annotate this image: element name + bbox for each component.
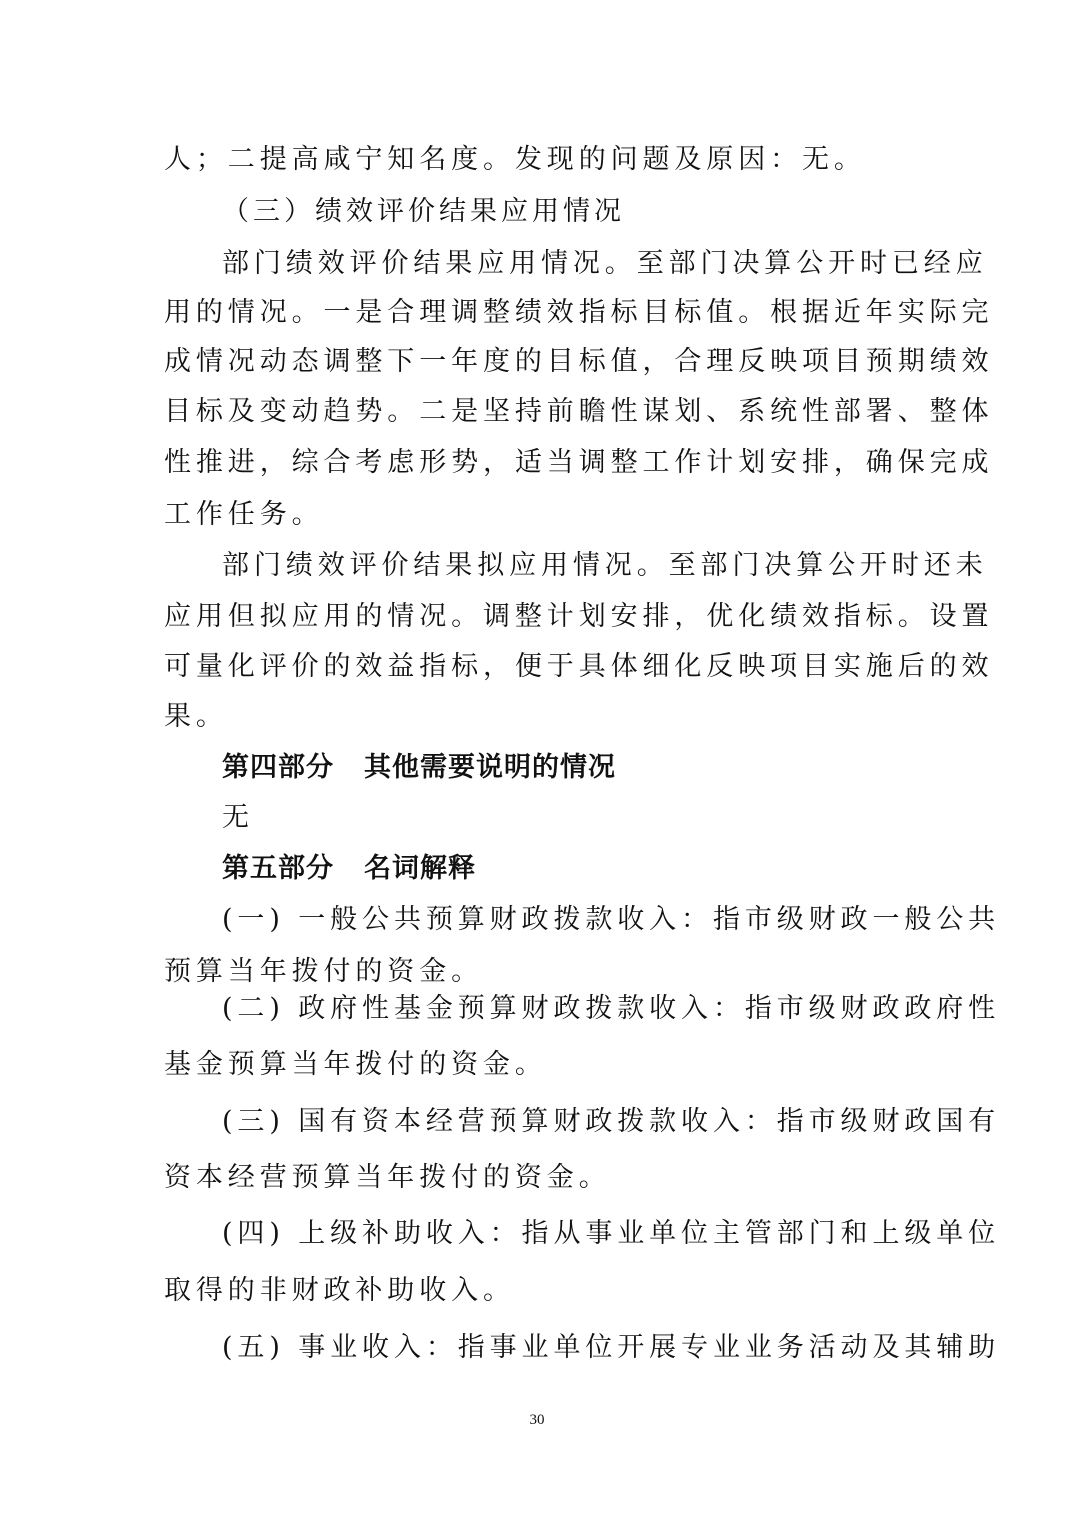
paragraph-line: 工作任务。 <box>164 499 324 530</box>
part-title: 名词解释 <box>364 853 476 884</box>
page-number: 30 <box>529 1412 545 1428</box>
term-line: (四) 上级补助收入：指从事业单位主管部门和上级单位 <box>222 1218 1001 1249</box>
paragraph-line: 可量化评价的效益指标，便于具体细化反映项目实施后的效 <box>164 651 994 682</box>
part-heading <box>222 849 476 889</box>
paragraph-line: 部门绩效评价结果拟应用情况。至部门决算公开时还未 <box>222 550 988 581</box>
paragraph-line: 性推进，综合考虑形势，适当调整工作计划安排，确保完成 <box>164 447 994 478</box>
part-heading <box>222 748 616 788</box>
term-line: 取得的非财政补助收入。 <box>164 1275 515 1306</box>
term-line: 基金预算当年拨付的资金。 <box>164 1049 547 1080</box>
paragraph-line: 部门绩效评价结果应用情况。至部门决算公开时已经应 <box>222 248 988 279</box>
paragraph-line: 人；二提高咸宁知名度。发现的问题及原因：无。 <box>164 144 866 175</box>
paragraph-line: 成情况动态调整下一年度的目标值，合理反映项目预期绩效 <box>164 346 994 377</box>
paragraph-line: 目标及变动趋势。二是坚持前瞻性谋划、系统性部署、整体 <box>164 396 994 427</box>
term-line: 预算当年拨付的资金。 <box>164 956 483 987</box>
term-line: (二) 政府性基金预算财政拨款收入：指市级财政政府性 <box>222 993 1001 1024</box>
part-title: 其他需要说明的情况 <box>364 752 616 783</box>
term-line: (三) 国有资本经营预算财政拨款收入：指市级财政国有 <box>222 1106 1001 1137</box>
part-label: 第五部分 <box>222 853 334 884</box>
section-heading: （三）绩效评价结果应用情况 <box>222 196 625 227</box>
paragraph-line: 应用但拟应用的情况。调整计划安排，优化绩效指标。设置 <box>164 601 994 632</box>
term-line: (一) 一般公共预算财政拨款收入：指市级财政一般公共 <box>222 904 1001 935</box>
paragraph-line: 果。 <box>164 701 228 732</box>
term-line: 资本经营预算当年拨付的资金。 <box>164 1162 611 1193</box>
part-content: 无 <box>222 802 254 833</box>
part-label: 第四部分 <box>222 752 334 783</box>
term-line: (五) 事业收入：指事业单位开展专业业务活动及其辅助 <box>222 1332 1001 1363</box>
paragraph-line: 用的情况。一是合理调整绩效指标目标值。根据近年实际完 <box>164 297 994 328</box>
